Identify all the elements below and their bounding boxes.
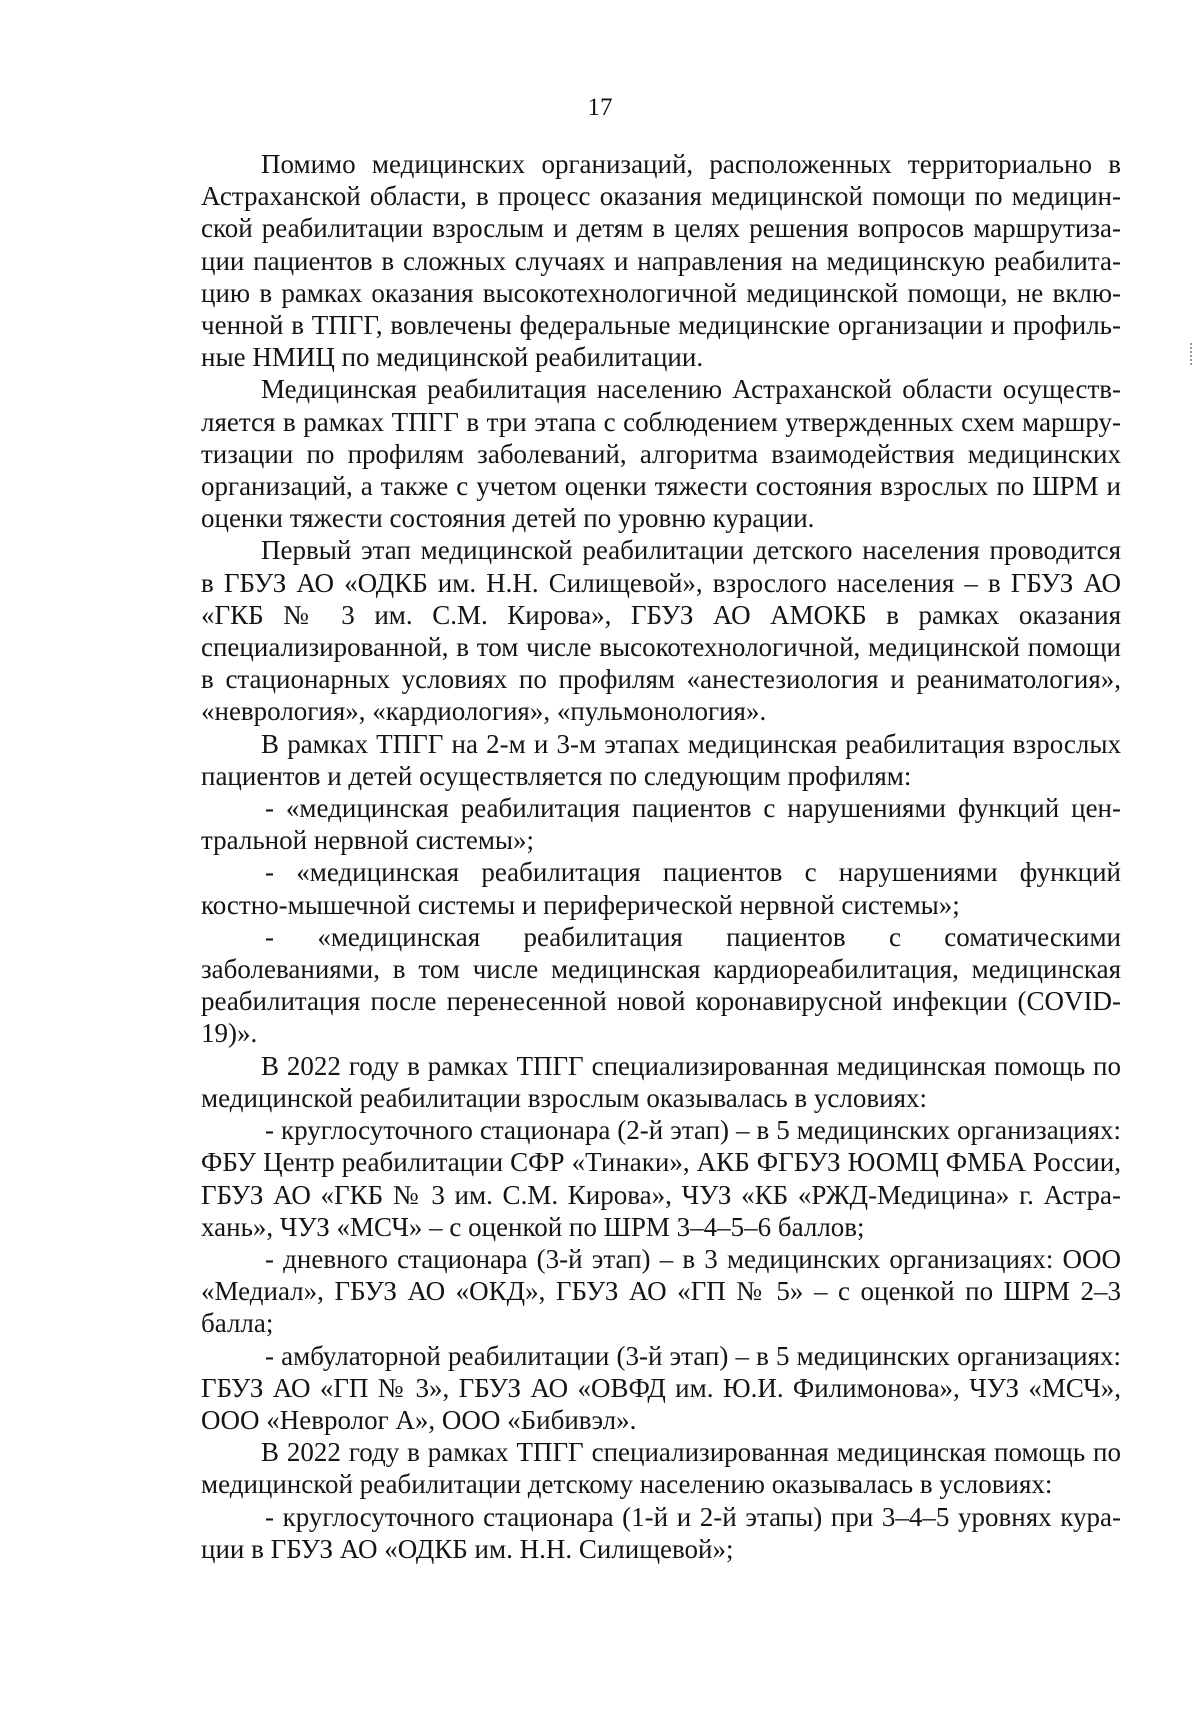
list-item-children-24h-hospital: - круглосуточного стационара (1-й и 2-й этапы) при 3–4–5 уровнях курации в ГБУЗ АО «ОДКБ им. Н.Н. Силищевой»; [201,1501,1121,1564]
paragraph-first-stage: Первый этап медицинской реабилитации детского населения проводится в ГБУЗ АО «ОДКБ им. Н.Н. Силищевой», взрослого населения – в ГБУЗ АО «ГКБ № 3 им. С.М. Кирова», ГБУЗ АО АМОКБ в рамках оказания специализированной, в том числе высокотехнологичной, медицинской помощи в стационарных условиях по профилям «анестезиология и реаниматология», «неврология», «кардиология», «пульмонология». [201,535,1121,727]
list-item-cns-profile: - «медицинская реабилитация пациентов с нарушениями функций центральной нервной системы»; [201,793,1121,856]
list-item-adult-24h-hospital: - круглосуточного стационара (2-й этап) – в 5 медицинских организациях: ФБУ Центр реабилитации СФР «Тинаки», АКБ ФГБУЗ ЮОМЦ ФМБА России, ГБУЗ АО «ГКБ № 3 им. С.М. Кирова», ЧУЗ «КБ «РЖД-Медицина» г. Астрахань», ЧУЗ «МСЧ» – с оценкой по ШРМ 3–4–5–6 баллов; [201,1115,1121,1242]
scan-artifact-mark [1190,343,1194,365]
list-item-adult-outpatient: - амбулаторной реабилитации (3-й этап) – в 5 медицинских организациях: ГБУЗ АО «ГП № 3», ГБУЗ АО «ОВФД им. Ю.И. Филимонова», ЧУЗ «МСЧ», ООО «Невролог А», ООО «Бибивэл». [201,1340,1121,1435]
paragraph-adults-2022: В 2022 году в рамках ТПГГ специализированная медицинская помощь по медицинской реабилитации взрослым оказывалась в условиях: [201,1050,1121,1113]
paragraph-profiles-intro: В рамках ТПГГ на 2-м и 3-м этапах медицинская реабилитация взрослых пациентов и детей осуществляется по следующим профилям: [201,728,1121,791]
document-body [201,148,1121,1565]
list-item-musculoskeletal-profile: - «медицинская реабилитация пациентов с нарушениями функций костно-мышечной системы и периферической нервной системы»; [201,857,1121,920]
paragraph-children-2022: В 2022 году в рамках ТПГГ специализированная медицинская помощь по медицинской реабилитации детскому населению оказывалась в условиях: [201,1437,1121,1500]
list-item-somatic-profile: - «медицинская реабилитация пациентов с соматическими заболеваниями, в том числе медицинская кардиореабилитация, медицинская реабилитация после перенесенной новой коронавирусной инфекции (COVID-19)». [201,921,1121,1049]
list-item-adult-day-hospital: - дневного стационара (3-й этап) – в 3 медицинских организациях: ООО «Медиал», ГБУЗ АО «ОКД», ГБУЗ АО «ГП № 5» – с оценкой по ШРМ 2–3 балла; [201,1243,1121,1339]
page-number: 17 [587,94,613,121]
paragraph-federal-organizations: Помимо медицинских организаций, расположенных территориально в Астраханской области, в процесс оказания медицинской помощи по медицинской реабилитации взрослым и детям в целях решения вопросов маршрутизации пациентов в сложных случаях и направления на медицинскую реабилитацию в рамках оказания высокотехнологичной медицинской помощи, не включенной в ТПГГ, вовлечены федеральные медицинские организации и профильные НМИЦ по медицинской реабилитации. [201,149,1121,373]
paragraph-rehabilitation-stages: Медицинская реабилитация населению Астраханской области осуществляется в рамках ТПГГ в три этапа с соблюдением утвержденных схем маршрутизации по профилям заболеваний, алгоритма взаимодействия медицинских организаций, а также с учетом оценки тяжести состояния взрослых по ШРМ и оценки тяжести состояния детей по уровню курации. [201,374,1121,534]
